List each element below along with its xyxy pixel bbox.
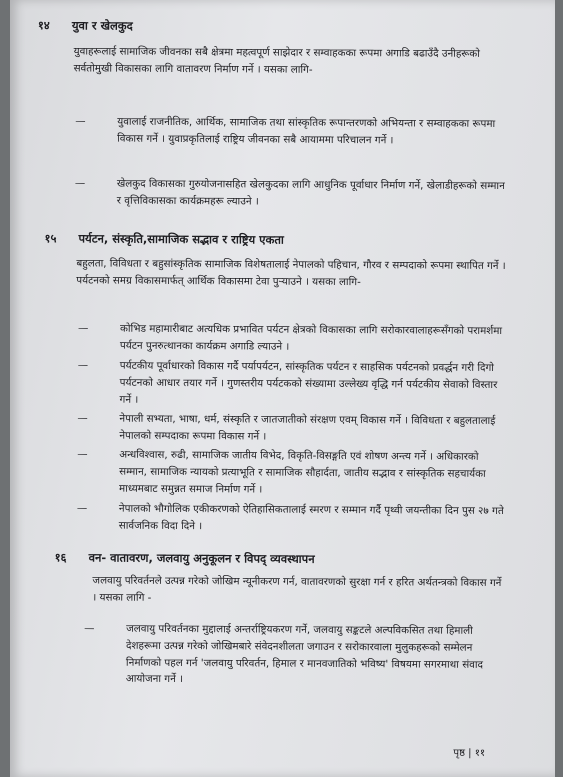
list-item xyxy=(74,176,509,212)
bullet-dash: — xyxy=(76,502,88,515)
section-intro: युवाहरूलाई सामाजिक जीवनका सबै क्षेत्रमा महत्वपूर्ण साझेदार र सम्वाहकका रूपमा अगाडि बढाउँदै उनीहरूको सर्वतोमुखी विकासका लागि वातावरण निर्माण गर्ने । यसका लागि- xyxy=(73,45,480,76)
page-number: पृष्ठ | ११ xyxy=(453,747,486,759)
bullet-dash: — xyxy=(77,448,88,461)
list-item-text: खेलकुद विकासका गुरुयोजनासहित खेलकुदका लागि आधुनिक पूर्वाधार निर्माण गर्ने, खेलाडीहरूको सम्मान र वृत्तिविकासका कार्यक्रमहरू ल्याउने । xyxy=(116,177,505,208)
bullet-dash: — xyxy=(84,622,95,635)
list-item-text: नेपालको भौगोलिक एकीकरणको ऐतिहासिकतालाई स्मरण र सम्मान गर्दै पृथ्वी जयन्तीका दिन पुस २७ गते सार्वजनिक विदा दिने । xyxy=(118,502,504,532)
list-item xyxy=(77,358,508,411)
section-number: १४ xyxy=(37,18,50,33)
section-title: वन- वातावरण, जलवायु अनुकूलन र विपद् व्यवस्थापन xyxy=(88,550,315,566)
section-number: १६ xyxy=(54,550,67,565)
section-heading-15 xyxy=(44,231,283,247)
bullet-dash: — xyxy=(74,177,86,190)
section-intro: बहुलता, विविधता र बहुसांस्कृतिक सामाजिक विशेषतालाई नेपालको पहिचान, गौरव र सम्पदाको रूपमा स्थापित गर्ने । पर्यटनको समग्र विकासमार्फत् आर्थिक विकासमा टेवा पुऱ्याउने । यसका लागि- xyxy=(76,257,506,288)
section-heading-14 xyxy=(38,18,133,34)
list-item xyxy=(77,411,507,447)
bullet-dash: — xyxy=(75,115,86,128)
section-number: १५ xyxy=(44,231,57,246)
list-item-text: पर्यटकीय पूर्वाधारको विकास गर्दै पर्यापर्यटन, सांस्कृतिक पर्यटन र साहसिक पर्यटनको प्रवर्द्धन गरी दिगो पर्यटनको आधार तयार गर्ने । गुणस्तरीय पर्यटकको संख्यामा उल्लेख्य वृद्धि गर्न पर्यटकीय सेवाको विस्तार गर्ने । xyxy=(119,359,498,406)
bullet-dash: — xyxy=(77,322,89,335)
document-page xyxy=(10,0,555,777)
list-item xyxy=(77,447,507,500)
list-item xyxy=(77,321,508,357)
list-item xyxy=(76,501,507,537)
section-title: पर्यटन, संस्कृति,सामाजिक सद्भाव र राष्ट्रिय एकता xyxy=(78,231,284,247)
list-item-text: कोभिड महामारीबाट अत्यधिक प्रभावित पर्यटन क्षेत्रको विकासका लागि सरोकारवालाहरूसँगको परामर्शमा पर्यटन पुनरुत्थानका कार्यक्रम अगाडि ल्याउने । xyxy=(119,322,503,353)
section-title: युवा र खेलकुद xyxy=(71,18,133,33)
bullet-dash: — xyxy=(77,359,89,372)
list-item-text: अन्धविश्वास, रुढी, सामाजिक जातीय विभेद, विकृति-विसङ्गति एवं शोषण अन्त्य गर्ने । अधिकारको सम्मान, सामाजिक न्यायको प्रत्याभूति र सामाजिक सौहार्दता, जातीय सद्भाव र सांस्कृतिक सहचार्यका माध्यमबाट समुन्नत समाज निर्माण गर्ने । xyxy=(118,448,486,496)
list-item xyxy=(84,621,506,691)
list-item-text: जलवायु परिवर्तनका मुद्दालाई अन्तर्राष्ट्रियकरण गर्ने, जलवायु सङ्कटले अल्पविकसित तथा हिमाली देशहरूमा उत्पन्न गरेको जोखिमबारे संवेदनशीलता जगाउन र सरोकारवाला मुलुकहरूको सम्मेलन निर्माणको पहल गर्न 'जलवायु परिवर्तन, हिमाल र मानवजातिको भविष्य' विषयमा सगरमाथा संवाद आयोजना गर्ने । xyxy=(125,622,484,686)
list-item-text: युवालाई राजनीतिक, आर्थिक, सामाजिक तथा सांस्कृतिक रूपान्तरणको अभियन्ता र सम्वाहकका रूपमा विकास गर्ने । युवाप्रकृतिलाई राष्ट्रिय जीवनका सबै आयाममा परिचालन गर्ने । xyxy=(117,115,496,147)
section-intro: जलवायु परिवर्तनले उत्पन्न गरेको जोखिम न्यूनीकरण गर्न, वातावरणको सुरक्षा गर्न र हरित अर्थतन्त्रको विकास गर्ने । यसका लागि - xyxy=(92,574,502,604)
list-item xyxy=(75,114,509,150)
list-item-text: नेपाली सभ्यता, भाषा, धर्म, संस्कृति र जातजातीको संरक्षण एवम् विकास गर्ने । विविधता र बहुलतालाई नेपालको सम्पदाका रूपमा विकास गर्ने । xyxy=(119,412,496,443)
section-heading-16 xyxy=(55,550,315,567)
bullet-dash: — xyxy=(77,412,88,425)
